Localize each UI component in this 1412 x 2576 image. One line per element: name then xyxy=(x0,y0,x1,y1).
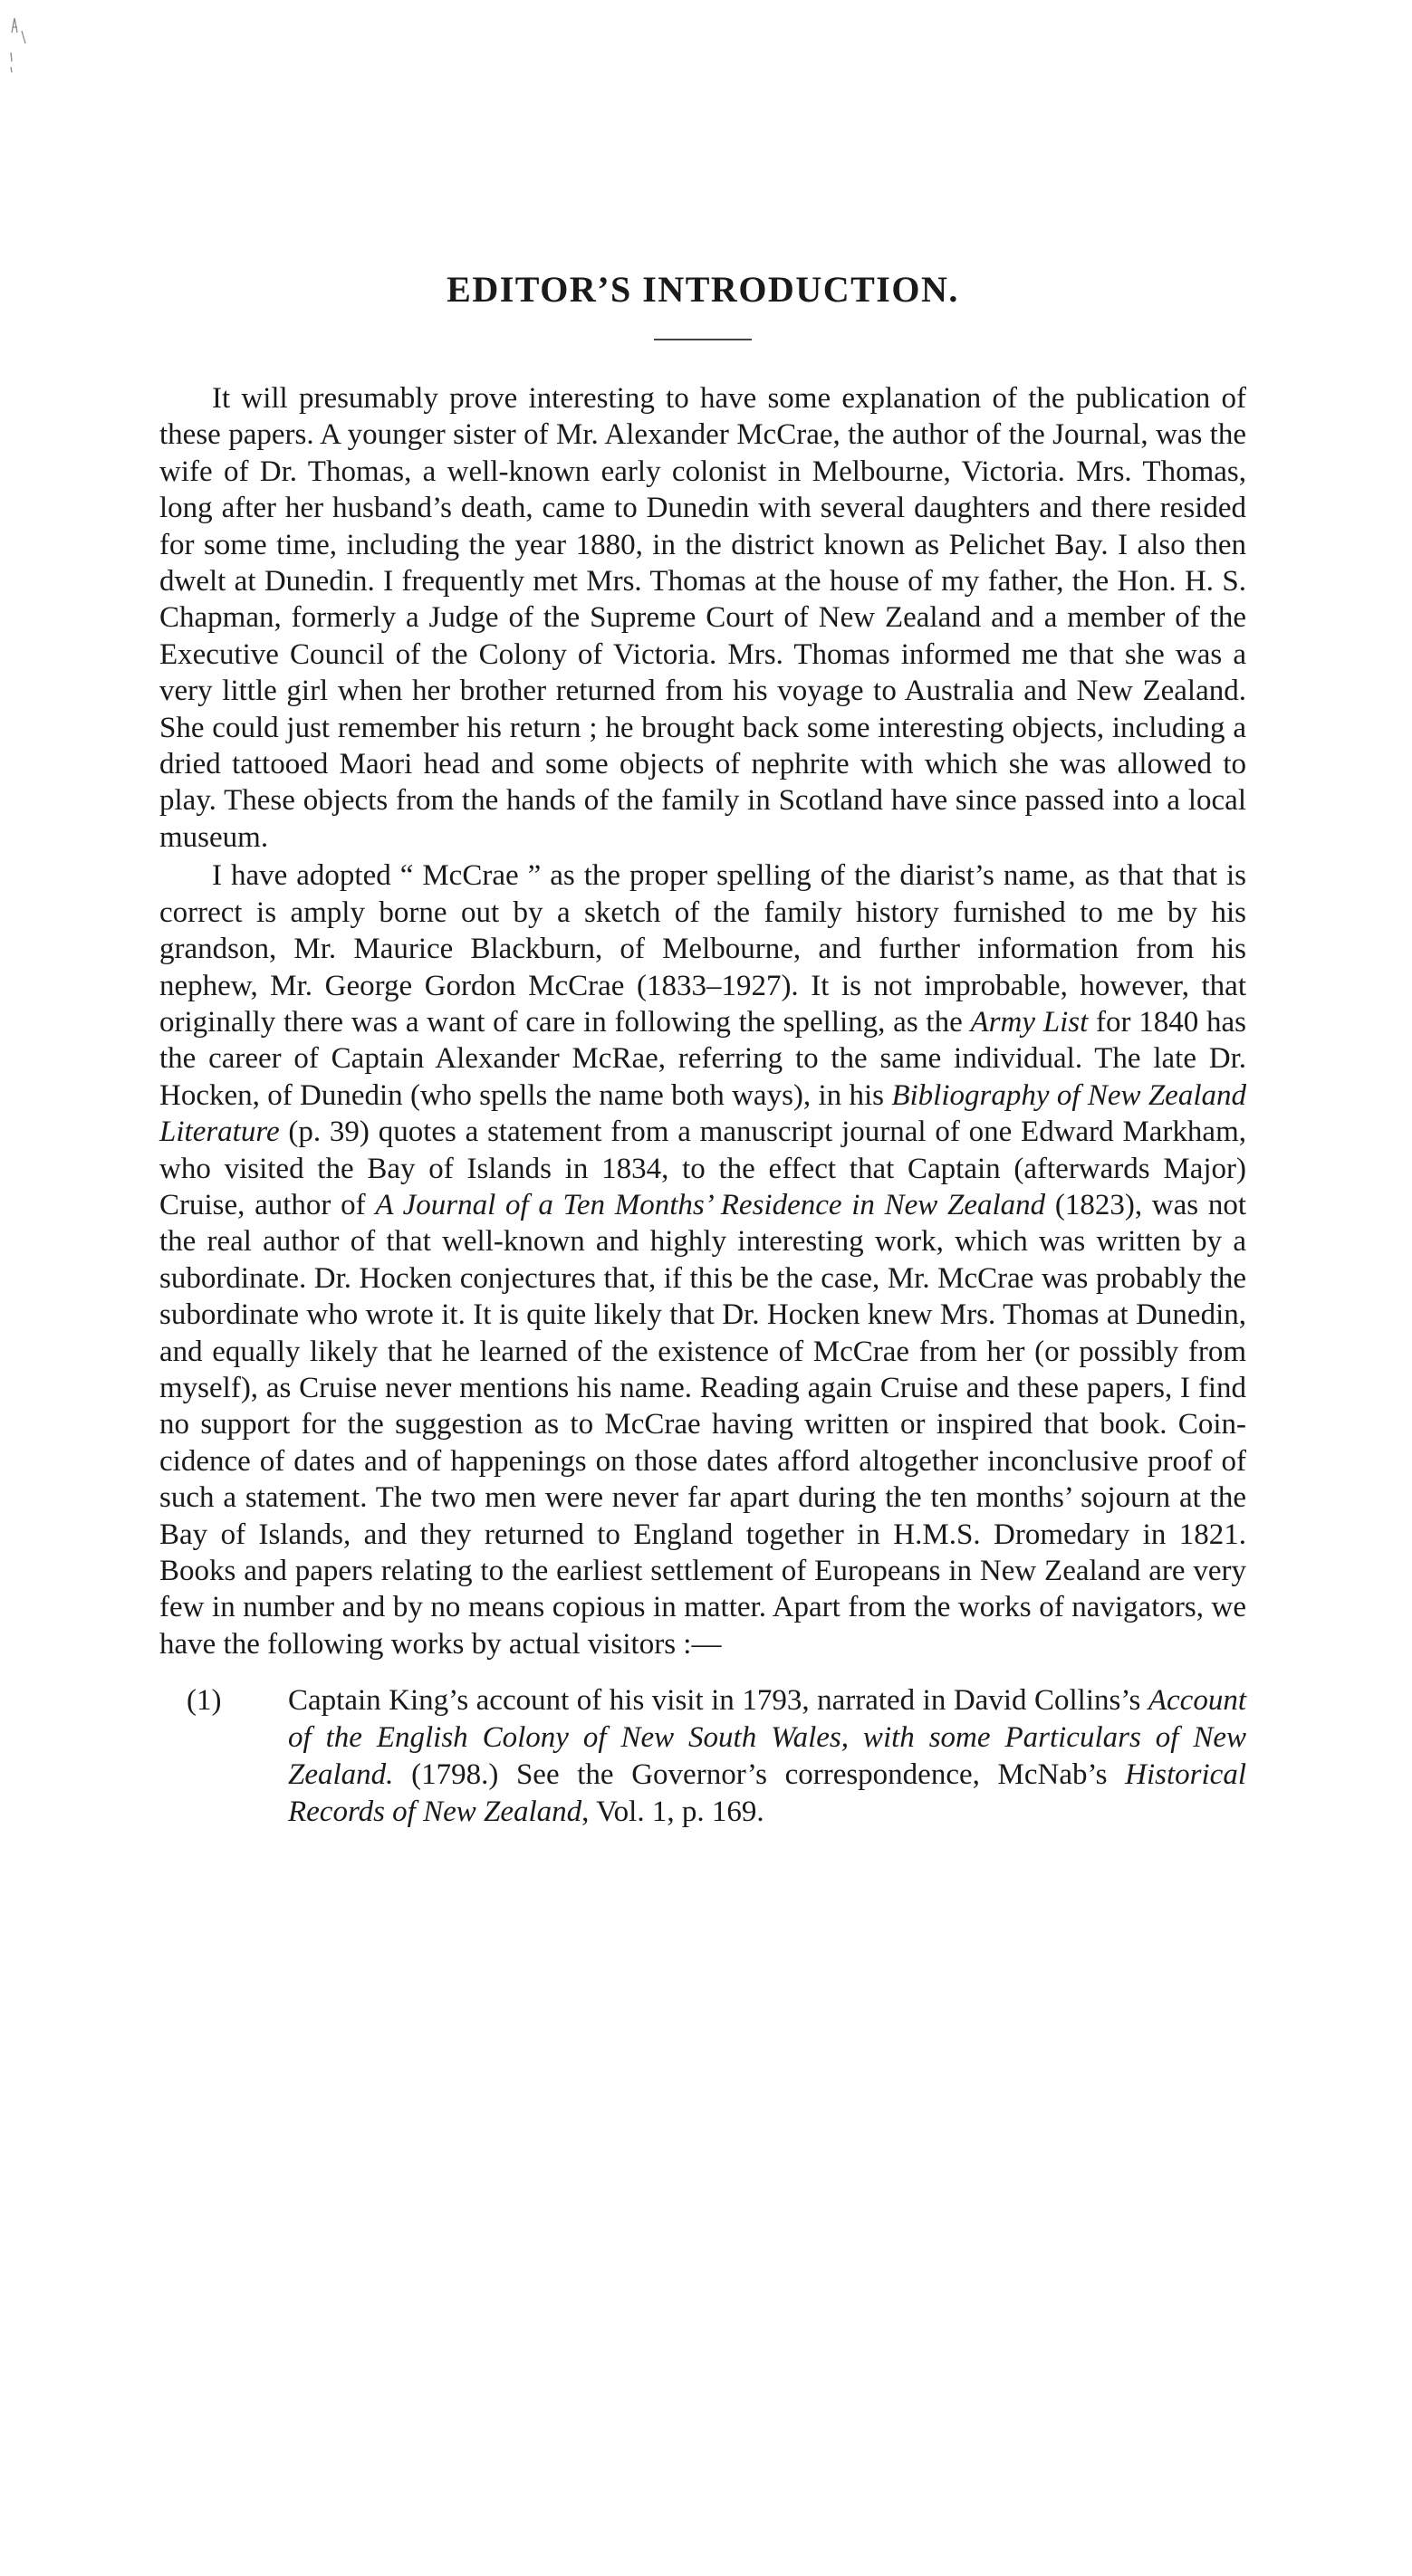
works-list xyxy=(159,1682,1246,1831)
italic-title-text: A Journal of a Ten Months’ Residence in New Zealand xyxy=(375,1188,1046,1221)
title-divider xyxy=(654,339,752,340)
paragraph xyxy=(159,857,1246,1662)
text-run: It will presumably prove interesting to have some explanation of the publication of these papers. A younger sister of Mr. Alexander McCrae, the author of the Journal, was the wife of Dr. Thomas, a well-known early colonist in Melbourne, Victoria. Mrs. Thomas, long after her husband’s death, came to Dunedin with several daughters and there resided for some time, including the year 1880, in the district known as Pelichet Bay. I also then dwelt at Dunedin. I frequently met Mrs. Thomas at the house of my father, the Hon. H. S. Chapman, formerly a Judge of the Supreme Court of New Zealand and a member of the Executive Council of the Colony of Victoria. Mrs. Thomas informed me that she was a very little girl when her brother returned from his voyage to Australia and New Zealand. She could just remember his return ; he brought back some interesting objects, including a dried tattooed Maori head and some objects of nephrite with which she was allowed to play. These objects from the hands of the family in Scotland have since passed into a local museum. xyxy=(159,382,1246,854)
text-run: for 1840 has the career of Captain Alexander McRae, referring to the same individual. The late Dr. Hocken, of Dunedin (who spells the name both ways), in his xyxy=(159,1005,1247,1112)
text-run: , Vol. 1, p. 169. xyxy=(581,1796,764,1829)
margin-pencil-mark xyxy=(9,13,36,76)
page-title: EDITOR’S INTRODUCTION. xyxy=(447,269,959,310)
text-run: (p. 39) quotes a statement from a manuscript journal of one Edward Markham, who visited the Bay of Islands in 1834, to the effect that Captain (afterwards Major) Cruise, author of xyxy=(159,1116,1246,1221)
body-text xyxy=(159,380,1246,1662)
text-run: (1798.) See the Governor’s correspondence, McNab’s xyxy=(393,1758,1126,1792)
text-run: Captain King’s account of his visit in 1793, narrated in David Collins’s xyxy=(288,1684,1148,1718)
italic-title-text: Account of the English Colony of New South Wales, with some Particulars of New Zealand. xyxy=(288,1684,1246,1792)
italic-title-text: Army List xyxy=(970,1005,1089,1039)
paragraph xyxy=(159,380,1246,856)
text-run: I have adopted “ McCrae ” as the proper spelling of the diarist’s name, as that that is correct is amply borne out by a sketch of the family history furnished to me by his grandson, Mr. Maurice Blackburn, of Melbourne, and further information from his nephew, Mr. George Gordon McCrae (1833–1927). It is not improbable, however, that originally there was a want of care in following the spelling, as the xyxy=(159,859,1246,1039)
page-content xyxy=(159,268,1246,1831)
italic-title-text: Historical Records of New Zealand xyxy=(288,1758,1246,1829)
list-item-number: (1) xyxy=(187,1684,222,1718)
text-run: (1823), was not the real author of that well-known and highly interesting work, which was written by a subordinate. Dr. Hocken conjectures that, if this be the case, Mr. McCrae was probably the subordinate who wrote it. It is quite likely that Dr. Hocken knew Mrs. Thomas at Dunedin, and equally likely that he learned of the existence of McCrae from her (or possibly from myself), as Cruise never mentions his name. Reading again Cruise and these papers, I find no support for the suggestion as to McCrae having written or inspired that book. Coincidence of dates and of happenings on those dates afford altogether inconclusive proof of such a statement. The two men were never far apart during the ten months’ sojourn at the Bay of Islands, and they returned to England together in H.M.S. Dromedary in 1821. Books and papers relating to the earliest settlement of Europeans in New Zealand are very few in number and by no means copious in matter. Apart from the works of navigators, we have the following works by actual visitors :— xyxy=(159,1188,1246,1661)
list-item xyxy=(159,1682,1246,1831)
italic-title-text: Bibliography of New Zealand Literature xyxy=(159,1078,1246,1149)
list-item-text xyxy=(288,1684,1246,1828)
